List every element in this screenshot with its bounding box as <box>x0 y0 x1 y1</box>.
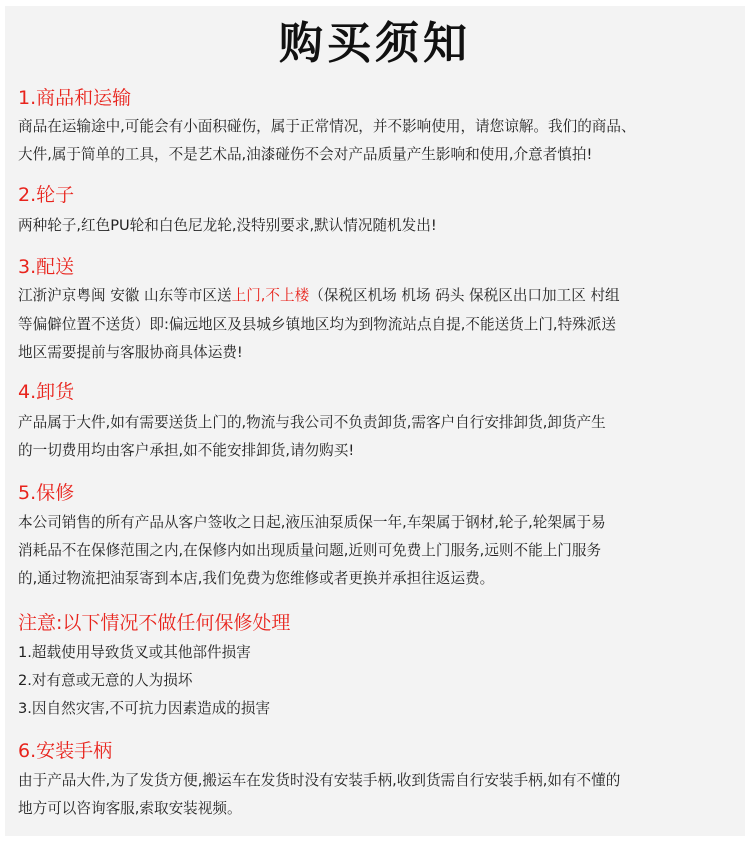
delivery-regions-text: 江浙沪京粤闽 安徽 山东等市区送 <box>18 287 232 304</box>
delivery-highlight-text: 上门,不上楼 <box>231 287 310 304</box>
section-heading-warranty: 5.保修 <box>18 482 75 504</box>
section-text-line: 地区需要提前与客服协商具体运费! <box>18 344 243 361</box>
section-heading-wheels: 2.轮子 <box>18 184 75 206</box>
section-text-line: 大件,属于简单的工具，不是艺术品,油漆碰伤不会对产品质量产生影响和使用,介意者慎拍! <box>18 146 593 163</box>
notice-heading: 注意:以下情况不做任何保修处理 <box>18 612 291 634</box>
section-heading-delivery: 3.配送 <box>18 256 75 278</box>
notice-item: 1.超载使用导致货叉或其他部件损害 <box>18 644 251 661</box>
section-text-line: 商品在运输途中,可能会有小面积碰伤，属于正常情况，并不影响使用，请您谅解。我们的商品、 <box>18 118 636 135</box>
section-heading-handle-install: 6.安装手柄 <box>18 740 113 762</box>
delivery-exclusions-text: （保税区机场 机场 码头 保税区出口加工区 村组 <box>309 287 620 304</box>
section-text-line: 两种轮子,红色PU轮和白色尼龙轮,没特别要求,默认情况随机发出! <box>18 217 437 234</box>
section-text-line: 地方可以咨询客服,索取安装视频。 <box>18 800 242 817</box>
section-heading-unloading: 4.卸货 <box>18 381 75 403</box>
section-heading-shipping: 1.商品和运输 <box>18 87 132 109</box>
section-text-line: 的一切费用均由客户承担,如不能安排卸货,请勿购买! <box>18 442 355 459</box>
section-text-line: 的,通过物流把油泵寄到本店,我们免费为您维修或者更换并承担往返运费。 <box>18 570 495 587</box>
section-text-line: 等偏僻位置不送货）即:偏远地区及县城乡镇地区均为到物流站点自提,不能送货上门,特殊派送 <box>18 316 616 333</box>
page-title: 购买须知 <box>279 18 471 69</box>
section-text-line: 产品属于大件,如有需要送货上门的,物流与我公司不负责卸货,需客户自行安排卸货,卸货产生 <box>18 414 606 431</box>
notice-item: 3.因自然灾害,不可抗力因素造成的损害 <box>18 700 271 717</box>
section-text-line: 由于产品大件,为了发货方便,搬运车在发货时没有安装手柄,收到货需自行安装手柄,如有不懂的 <box>18 772 621 789</box>
section-text-line: 消耗品不在保修范围之内,在保修内如出现质量问题,近则可免费上门服务,远则不能上门服务 <box>18 542 602 559</box>
section-text-line: 本公司销售的所有产品从客户签收之日起,液压油泵质保一年,车架属于钢材,轮子,轮架属于易 <box>18 514 606 531</box>
notice-item: 2.对有意或无意的人为损坏 <box>18 672 193 689</box>
section-text-line <box>18 285 620 307</box>
